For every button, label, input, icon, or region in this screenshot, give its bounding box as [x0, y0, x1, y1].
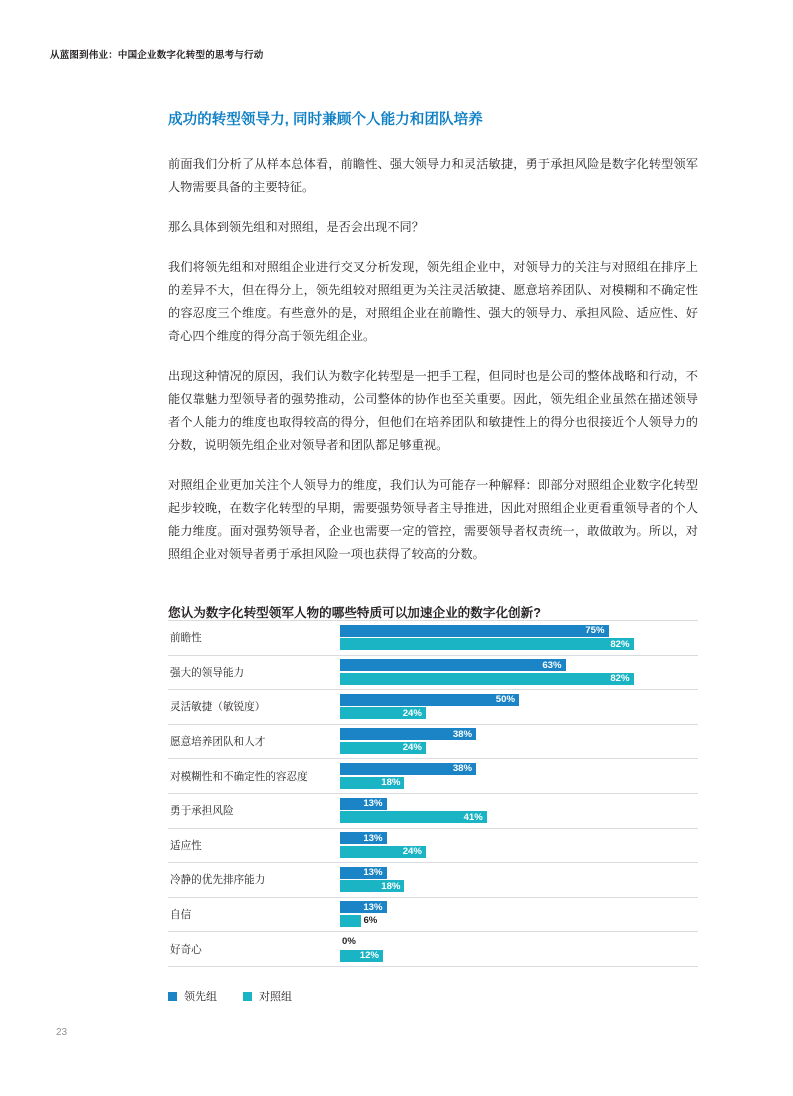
- chart-question: 您认为数字化转型领军人物的哪些特质可以加速企业的数字化创新?: [168, 606, 541, 620]
- paragraph-1: 前面我们分析了从样本总体看，前瞻性、强大领导力和灵活敏捷，勇于承担风险是数字化转型领军人物需要具备的主要特征。: [168, 157, 698, 194]
- chart-category-label: 对模糊性和不确定性的容忍度: [170, 770, 308, 783]
- paragraph-5: 对照组企业更加关注个人领导力的维度，我们认为可能存一种解释：即部分对照组企业数字化转型起步较晚，在数字化转型的早期，需要强势领导者主导推进，因此对照组企业更看重领导者的个人能力维度。面对强势领导者，企业也需要一定的管控，需要领导者权责统一，敢做敢为。所以，对照组企业对领导者勇于承担风险一项也获得了较高的分数。: [168, 478, 698, 561]
- bar-chart: [168, 620, 698, 967]
- chart-row: [168, 656, 698, 691]
- chart-bar-value: 13%: [363, 797, 383, 809]
- legend-item-control: [243, 988, 292, 1004]
- chart-legend: [168, 988, 292, 1004]
- legend-label-leading: 领先组: [184, 991, 217, 1003]
- chart-bar-value: 13%: [363, 901, 383, 913]
- article-content: [168, 108, 698, 621]
- chart-bar: [340, 728, 476, 740]
- chart-row: [168, 690, 698, 725]
- chart-bars: [340, 932, 698, 966]
- chart-bars: [340, 829, 698, 863]
- chart-bar: [340, 673, 634, 685]
- chart-row: [168, 620, 698, 656]
- chart-row: [168, 863, 698, 898]
- chart-bar: [340, 880, 404, 892]
- chart-bars: [340, 794, 698, 828]
- chart-bar: [340, 763, 476, 775]
- chart-bars: [340, 725, 698, 759]
- chart-bar-value: 24%: [402, 742, 422, 754]
- legend-label-control: 对照组: [259, 991, 292, 1003]
- section-title: 成功的转型领导力, 同时兼顾个人能力和团队培养: [168, 112, 483, 128]
- chart-bar: [340, 867, 387, 879]
- chart-bar-value: 24%: [402, 846, 422, 858]
- chart-bar: [340, 742, 426, 754]
- page-number: 23: [56, 1027, 68, 1038]
- running-head: 从蓝图到伟业：中国企业数字化转型的思考与行动: [50, 50, 264, 61]
- chart-bar-value: 50%: [495, 694, 515, 706]
- chart-bar: [340, 694, 519, 706]
- chart-bar: [340, 901, 387, 913]
- chart-bars: [340, 690, 698, 724]
- chart-bars: [340, 898, 698, 932]
- chart-category-label: 勇于承担风险: [170, 805, 234, 818]
- chart-category-label: 适应性: [170, 839, 202, 852]
- chart-bar-value: 82%: [610, 673, 630, 685]
- chart-bar-value: 38%: [452, 763, 473, 775]
- paragraph-3: 我们将领先组和对照组企业进行交叉分析发现，领先组企业中，对领导力的关注与对照组在排序上的差异不大，但在得分上，领先组较对照组更为关注灵活敏捷、愿意培养团队、对模糊和不确定性的容忍度三个维度。有些意外的是，对照组企业在前瞻性、强大的领导力、承担风险、适应性、好奇心四个维度的得分高于领先组企业。: [168, 260, 698, 343]
- chart-bar-value: 6%: [363, 915, 378, 927]
- chart-bar: [340, 777, 404, 789]
- chart-row: [168, 725, 698, 760]
- chart-bar-value: 38%: [452, 728, 473, 740]
- chart-category-label: 前瞻性: [170, 632, 202, 645]
- chart-category-label: 强大的领导能力: [170, 666, 245, 679]
- chart-bar-value: 75%: [585, 624, 605, 636]
- paragraph-4: 出现这种情况的原因，我们认为数字化转型是一把手工程，但同时也是公司的整体战略和行动，不能仅靠魅力型领导者的强势推动，公司整体的协作也至关重要。因此，领先组企业虽然在描述领导者个人能力的维度也取得较高的得分，但他们在培养团队和敏捷性上的得分也很接近个人领导力的分数，说明领先组企业对领导者和团队都足够重视。: [168, 369, 698, 452]
- chart-bar-value: 13%: [363, 832, 383, 844]
- chart-bar-value: 24%: [402, 707, 422, 719]
- chart-bars: [340, 863, 698, 897]
- chart-bar-value: 41%: [463, 811, 483, 823]
- legend-swatch-icon: [168, 992, 177, 1001]
- chart-row: [168, 898, 698, 933]
- chart-bar-value: 13%: [363, 867, 383, 879]
- legend-swatch-icon: [243, 992, 252, 1001]
- chart-bar-value: 82%: [610, 638, 630, 650]
- chart-category-label: 自信: [170, 909, 192, 922]
- chart-category-label: 灵活敏捷（敏锐度）: [170, 701, 266, 714]
- chart-bar: [340, 832, 387, 844]
- chart-bars: [340, 621, 698, 655]
- chart-category-label: 好奇心: [170, 943, 202, 956]
- chart-category-label: 冷静的优先排序能力: [170, 874, 266, 887]
- chart-bar: [340, 846, 426, 858]
- chart-bar: [340, 798, 387, 810]
- chart-bars: [340, 759, 698, 793]
- chart-bar-value: 12%: [359, 949, 379, 961]
- chart-bars: [340, 656, 698, 690]
- chart-row: [168, 932, 698, 967]
- chart-bar: [340, 811, 487, 823]
- chart-bar-value: 63%: [542, 659, 562, 671]
- chart-bar: [340, 625, 609, 637]
- chart-bar-value: 18%: [381, 880, 401, 892]
- chart-bar: [340, 707, 426, 719]
- chart-bar-value: 0%: [342, 936, 356, 948]
- chart-bar: [340, 638, 634, 650]
- chart-bar: [340, 915, 378, 927]
- chart-bar: [340, 950, 383, 962]
- paragraph-2: 那么具体到领先组和对照组，是否会出现不同？: [168, 220, 424, 234]
- chart-row: [168, 794, 698, 829]
- chart-bar-value: 18%: [381, 776, 401, 788]
- chart-category-label: 愿意培养团队和人才: [170, 736, 266, 749]
- chart-row: [168, 759, 698, 794]
- chart-bar: [340, 659, 566, 671]
- legend-item-leading: [168, 988, 217, 1004]
- chart-row: [168, 829, 698, 864]
